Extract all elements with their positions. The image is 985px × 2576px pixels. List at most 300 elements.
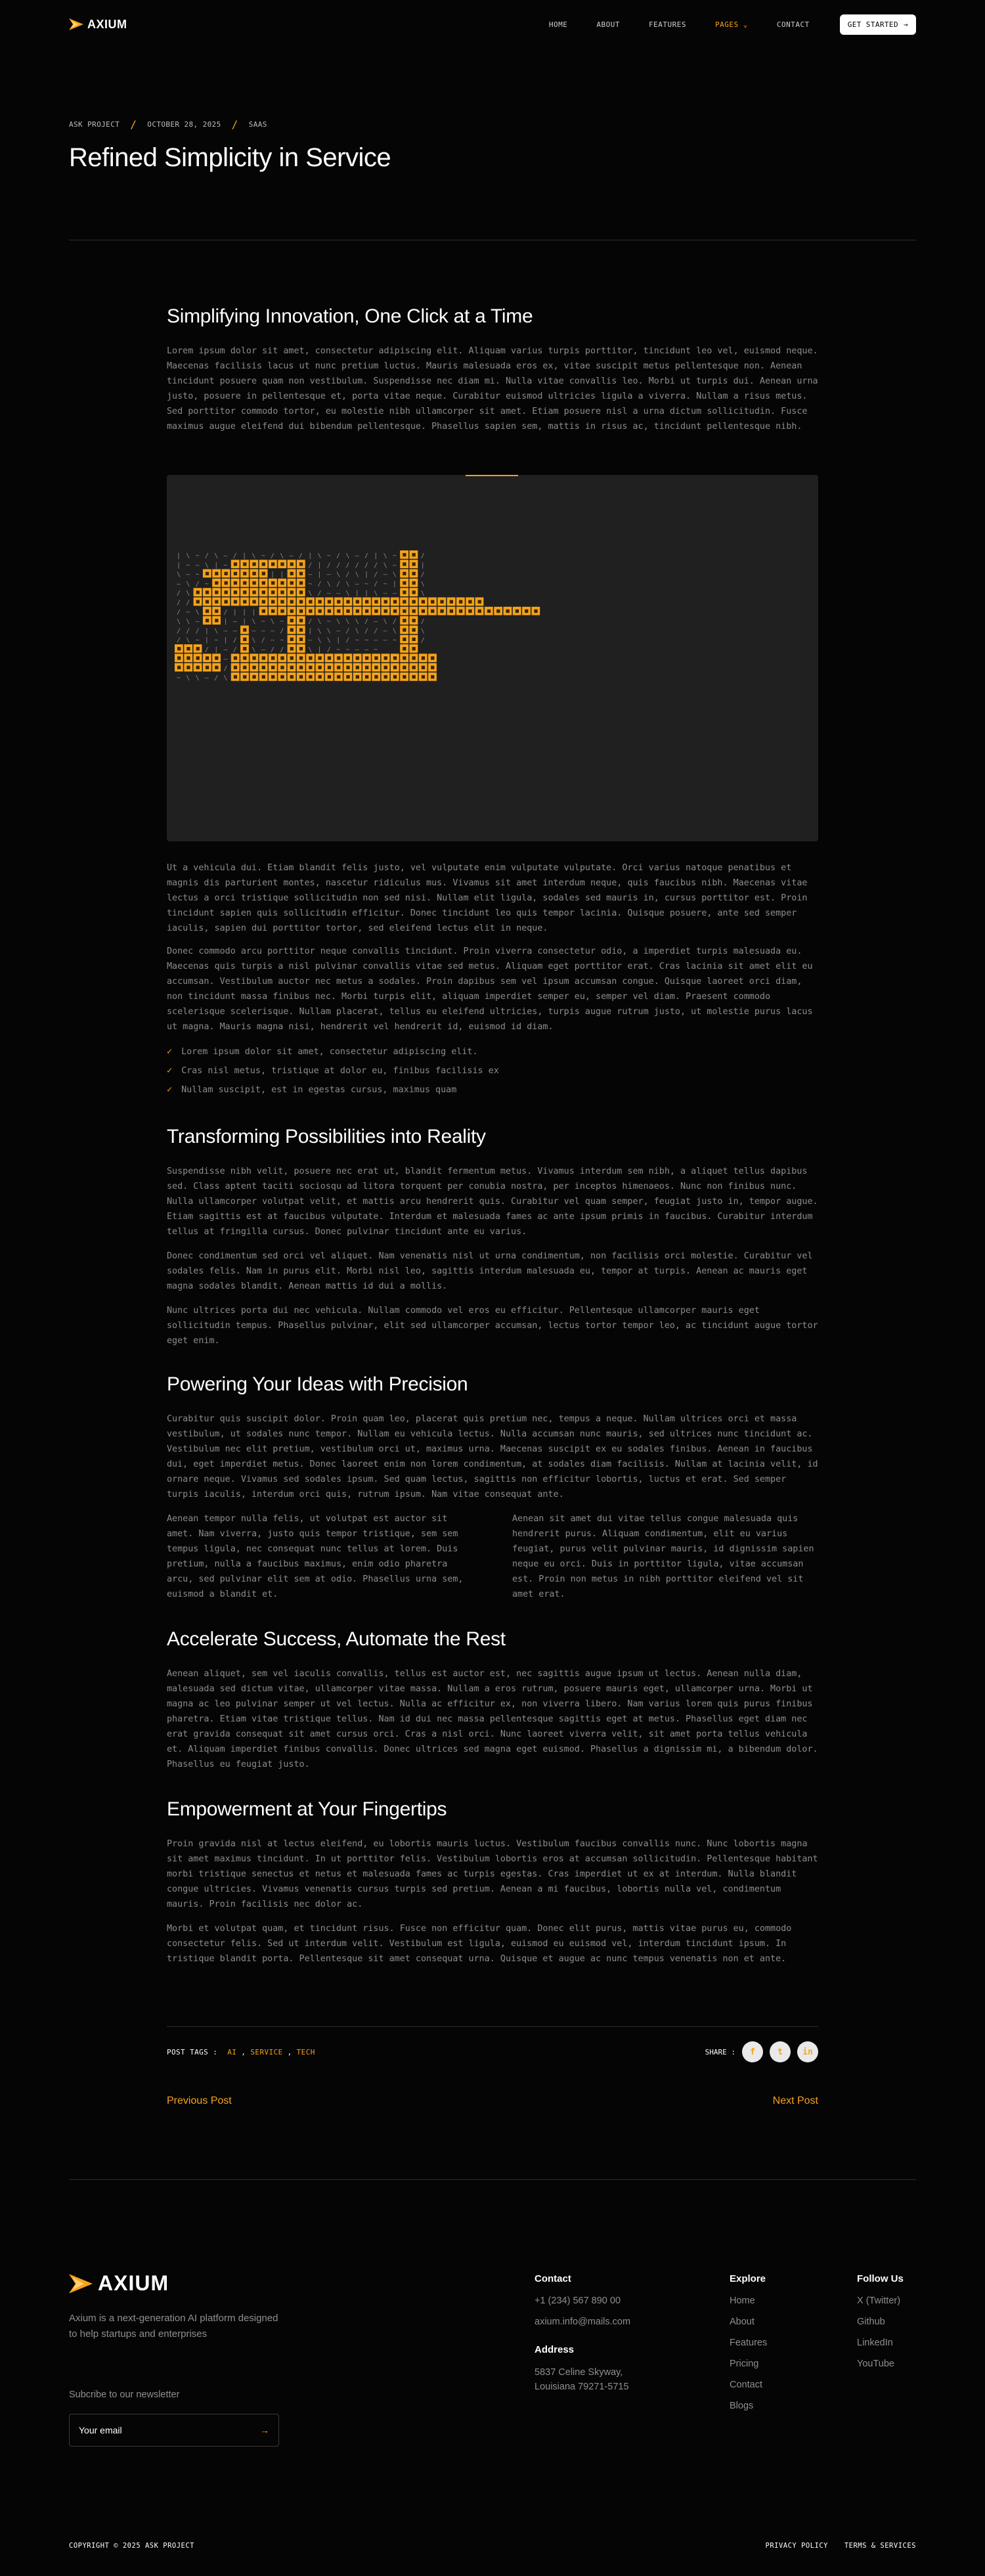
pixel-block-inner (299, 647, 303, 650)
footer-link-home[interactable]: Home (730, 2296, 755, 2306)
paragraph: Suspendisse nibh velit, posuere nec erat ut, blandit fermentum metus. Vivamus interdum sem nibh, a aliquet tellus dapibus sed. Class aptent taciti sociosqu ad litora torquent per conubia nostra, per inceptos himenaeos. Nunc non finibus nunc. Nulla ullamcorper volutpat velit, et mattis arcu hendrerit quis. Curabitur vel quam semper, feugiat justo in, tempor augue. Etiam sagittis est at faucibus vulputate. Interdum et malesuada fames ac ante ipsum primis in faucibus. Curabitur interdum tellus at fringilla cursus. Donec pulvinar tincidunt ante eu varius. (167, 1166, 818, 1237)
pixel-block-inner (196, 600, 200, 604)
ascii-glyph: \ (420, 627, 425, 635)
ascii-glyph: / (223, 665, 228, 673)
ascii-glyph: — (355, 580, 359, 588)
pixel-block-inner (450, 600, 453, 604)
two-column-text (167, 1511, 818, 1602)
ascii-glyph: | (177, 552, 181, 560)
pixel-block-inner (234, 675, 237, 678)
check-icon: ✓ (167, 1085, 173, 1095)
pixel-block-inner (206, 666, 209, 669)
pixel-block-inner (309, 666, 312, 669)
ascii-glyph: | (317, 562, 322, 569)
paragraph: Ut a vehicula dui. Etiam blandit felis justo, vel vulputate enim vulputate vulputate. Orci varius natoque penatibus et magnis dis parturient montes, nascetur ridiculus mus. Vivamus sit amet interdum neque, quis faucibus nibh. Maecenas vitae lectus a orci tristique sollicitudin non sed nisi. Nullam elit ligula, sodales sed mauris in, cursus porttitor est. Proin tincidunt sapien quis sollicitudin efficitur. Donec tincidunt leo quis tempor lacinia. Quisque posuere, ante sed semper iaculis, sapien dui porttitor tortor, sed eleifend lectus elit in neque. (167, 863, 808, 933)
ascii-glyph: / (420, 552, 425, 560)
ascii-glyph: | (317, 571, 322, 579)
tags-label: POST TAGS : (167, 2047, 218, 2056)
ascii-glyph: ~ (280, 636, 284, 644)
pixel-block-inner (365, 675, 368, 678)
pixel-block-inner (440, 600, 443, 604)
pixel-block-inner (496, 610, 500, 613)
ascii-glyph: \ (214, 627, 219, 635)
ascii-glyph: | (392, 580, 397, 588)
ascii-glyph: \ (252, 646, 256, 654)
footer-tagline: Axium is a next-generation AI platform designed to help startups and enterprises (69, 2313, 278, 2340)
ascii-glyph: / (280, 627, 284, 635)
pixel-block-inner (234, 600, 237, 604)
pixel-block-inner (356, 666, 359, 669)
pixel-block-inner (243, 572, 246, 575)
pixel-block-inner (328, 675, 331, 678)
pixel-block-inner (534, 610, 537, 613)
pixel-block-inner (243, 666, 246, 669)
pixel-block-inner (346, 675, 349, 678)
pixel-block-inner (422, 675, 425, 678)
pixel-block-inner (412, 675, 416, 678)
pixel-block-inner (393, 600, 397, 604)
check-icon: ✓ (167, 1047, 173, 1057)
ascii-glyph: / (186, 599, 190, 607)
pixel-block-inner (506, 610, 510, 613)
ascii-glyph: / (280, 646, 284, 654)
ascii-glyph: \ (308, 646, 313, 654)
ascii-glyph: \ (317, 552, 322, 560)
pixel-block-inner (403, 638, 406, 641)
footer-link-pricing[interactable]: Pricing (730, 2359, 759, 2369)
privacy-policy-link[interactable]: PRIVACY POLICY (765, 2542, 829, 2550)
previous-post-link[interactable]: Previous Post (167, 2095, 232, 2106)
ascii-glyph: ~ (223, 562, 228, 569)
ascii-glyph: / (345, 627, 350, 635)
ascii-glyph: \ (355, 618, 359, 626)
pixel-block-inner (299, 572, 303, 575)
ascii-glyph: — (392, 590, 397, 598)
pixel-block-inner (487, 610, 491, 613)
ascii-glyph: — (355, 552, 359, 560)
pixel-block-inner (403, 581, 406, 585)
address-text: 5837 Celine Skyway, Louisiana 79271-5715 (535, 2367, 629, 2392)
paragraph: Donec commodo arcu porttitor neque convallis tincidunt. Proin viverra consectetur odio, a imperdiet turpis malesuada eu. Maecenas quis turpis a nisl pulvinar convallis vitae sed metus. Aliquam eget porttitor erat. Cras lacinia sit amet elit eu accumsan. Vestibulum auctor nec metus a sodales. Proin dapibus sem vel ipsum accumsan congue. Quisque laoreet orci diam, non tincidunt massa finibus nec. Morbi turpis elit, aliquam imperdiet semper eu, semper vel diam. Praesent commodo scelerisque scelerisque. Nullam placerat, tellus eu eleifend ultricies, turpis augue rutrum justo, ut molestie purus lacus ut magna. Mauris magna nisi, hendrerit vel hendrerit id, euismod id diam. (167, 946, 813, 1032)
nav-pages-label: PAGES (714, 20, 739, 29)
ascii-glyph: \ (308, 590, 313, 598)
footer-link-about[interactable]: About (730, 2317, 755, 2327)
contact-email[interactable]: axium.info@mails.com (535, 2317, 631, 2327)
list-item-text: Cras nisl metus, tristique at dolor eu, finibus facilisis ex (181, 1066, 499, 1076)
pixel-block-inner (262, 581, 265, 585)
ascii-glyph: / (420, 618, 425, 626)
pixel-block-inner (412, 619, 416, 622)
pixel-block-inner (243, 600, 246, 604)
pixel-block-inner (356, 675, 359, 678)
pixel-block-inner (356, 610, 359, 613)
pixel-block-inner (290, 647, 294, 650)
paragraph: Morbi et volutpat quam, et tincidunt risus. Fusce non efficitur quam. Donec elit purus, mattis vitae purus eu, commodo consectetur felis. Sed ut interdum velit. Vestibulum est ligula, euismod eu euismod vel, interdum tincidunt ipsum. In tristique blandit porta. Pellentesque sit amet consequat urna. Quisque et augue ac nunc tempus venenatis non et ante. (167, 1924, 792, 1964)
pixel-block-inner (299, 666, 303, 669)
ascii-glyph: / (326, 562, 331, 569)
facebook-icon[interactable]: f (742, 2041, 763, 2062)
pixel-block-inner (299, 600, 303, 604)
pixel-block-inner (225, 581, 228, 585)
twitter-icon[interactable]: t (770, 2041, 791, 2062)
contact-phone[interactable]: +1 (234) 567 890 00 (535, 2296, 621, 2306)
footer-link-blogs[interactable]: Blogs (730, 2401, 754, 2411)
pixel-block-inner (177, 647, 181, 650)
pixel-block-inner (271, 562, 274, 566)
pixel-block-inner (431, 656, 434, 659)
ascii-glyph: | (317, 646, 322, 654)
ascii-glyph: / (317, 580, 322, 588)
pixel-block-inner (412, 600, 416, 604)
ascii-glyph: / (364, 562, 369, 569)
pixel-block-inner (271, 600, 274, 604)
pixel-block-inner (318, 600, 322, 604)
pixel-block-inner (346, 600, 349, 604)
pixel-block-inner (243, 638, 246, 641)
ascii-glyph: ~ (195, 571, 200, 579)
ascii-glyph: / (317, 590, 322, 598)
address-heading: Address (535, 2344, 575, 2355)
social-link-linkedin[interactable]: LinkedIn (857, 2338, 893, 2348)
pixel-block-inner (234, 656, 237, 659)
tag-separator: , (236, 2047, 251, 2056)
ascii-glyph: — (223, 552, 228, 560)
pixel-block-inner (309, 600, 312, 604)
ascii-glyph: / (355, 562, 359, 569)
pixel-block-inner (225, 600, 228, 604)
pixel-block-inner (525, 610, 528, 613)
pixel-block-inner (215, 656, 218, 659)
post-tags (167, 2048, 315, 2056)
ascii-glyph: / (345, 562, 350, 569)
social-link-youtube[interactable]: YouTube (857, 2359, 894, 2369)
social-link-x[interactable]: X (Twitter) (857, 2296, 901, 2306)
pixel-block-inner (252, 600, 255, 604)
ascii-glyph: — (383, 590, 387, 598)
pixel-block-inner (234, 572, 237, 575)
pixel-block-inner (262, 572, 265, 575)
pixel-block-inner (271, 610, 274, 613)
pixel-block-inner (225, 590, 228, 594)
nav-features[interactable]: FEATURES (649, 20, 686, 29)
footer-link-contact[interactable]: Contact (730, 2380, 762, 2390)
pixel-block-inner (422, 610, 425, 613)
copyright: COPYRIGHT © 2025 ASK PROJECT (69, 2542, 195, 2550)
paragraph: Aenean aliquet, sem vel iaculis convallis, tellus est auctor est, nec sagittis augue ipsum ut lectus. Aenean nulla diam, malesuada sed dictum vitae, ullamcorper vitae massa. Nullam a eros rutrum, posuere mauris eget, ullamcorper urna. Morbi ut magna ac leo pulvinar semper ut vel lectus. Nulla ac efficitur ex, non viverra libero. Nam varius lorem quis purus finibus pharetra. Etiam vitae tristique tellus. Nam id dui nec massa pellentesque sagittis eget at metus. Phasellus eget diam nec erat gravida consequat sit amet cursus orci. Cras a nisl orci. Nunc laoreet viverra velit, sit amet porta tellus vehicula et. Aliquam imperdiet finibus convallis. Donec ultrices sed magna eget euismod. Phasellus a dignissim mi, a bibendum dolor. Phasellus eu feugiat justo. (167, 1669, 818, 1769)
ascii-glyph: \ (383, 552, 387, 560)
ascii-glyph: | (364, 571, 369, 579)
ascii-glyph: ~ (326, 552, 331, 560)
ascii-glyph: — (195, 618, 200, 626)
pixel-block-inner (337, 666, 340, 669)
tag-separator: , (282, 2047, 297, 2056)
meta-category[interactable]: SAAS (248, 120, 267, 129)
ascii-glyph: ~ (374, 646, 378, 654)
pixel-block-inner (299, 581, 303, 585)
ascii-glyph: / (271, 552, 275, 560)
ascii-glyph: ~ (345, 646, 350, 654)
get-started-label: GET STARTED (847, 20, 898, 29)
pixel-block-inner (177, 656, 181, 659)
pixel-block-inner (262, 590, 265, 594)
pixel-block-inner (346, 610, 349, 613)
pixel-block-inner (318, 675, 322, 678)
ascii-glyph: / (336, 552, 341, 560)
ascii-glyph: \ (355, 627, 359, 635)
nav-about[interactable]: ABOUT (596, 20, 620, 29)
pixel-block-inner (271, 656, 274, 659)
ascii-glyph: / (308, 562, 313, 569)
pixel-block-inner (515, 610, 519, 613)
ascii-glyph: | (271, 571, 275, 579)
pixel-block-inner (374, 656, 378, 659)
slash-divider: / (231, 118, 238, 131)
ascii-glyph: \ (204, 562, 209, 569)
pixel-block-inner (309, 610, 312, 613)
paragraph: Curabitur quis suscipit dolor. Proin quam leo, placerat quis pretium nec, tempus a neque. Nullam ultrices orci et massa vestibulum, ut sodales nunc tempor. Nullam eu vehicula lectus. Nulla accumsan nunc mauris, sed ultrices nunc tincidunt ac. Vestibulum nec elit pretium, vestibulum orci ut, maximus urna. Maecenas suscipit ex eu sodales finibus. Aenean in faucibus dui, eget imperdiet metus. Donec laoreet enim non lorem condimentum, at sodales diam facilisis. Nullam at lacinia velit, id ornare neque. Vivamus sed sodales ipsum. Sed quam lectus, sagittis non efficitur lobortis, luctus et erat. Sed semper turpis iaculis, interdum orci quis, rutrum ipsum. Nam vitae consequat ante. (167, 1414, 818, 1499)
newsletter-label: Subcribe to our newsletter (69, 2389, 180, 2400)
brand-name: AXIUM (87, 17, 127, 31)
next-post-link[interactable]: Next Post (772, 2095, 818, 2106)
share-label: SHARE : (705, 2047, 735, 2056)
pixel-block-inner (252, 666, 255, 669)
pixel-block-inner (412, 553, 416, 556)
ascii-glyph: | (242, 608, 247, 616)
ascii-glyph: / (214, 674, 219, 682)
ascii-glyph: — (177, 580, 181, 588)
pixel-block-inner (431, 600, 434, 604)
ascii-glyph: \ (317, 618, 322, 626)
explore-heading: Explore (730, 2273, 766, 2284)
pixel-block-inner (365, 610, 368, 613)
pixel-block-inner (403, 600, 406, 604)
pixel-block-inner (196, 666, 200, 669)
ascii-glyph: / (195, 627, 200, 635)
nav-pages[interactable] (715, 20, 748, 29)
pixel-block-inner (337, 656, 340, 659)
ascii-glyph: — (223, 646, 228, 654)
section-title: Empowerment at Your Fingertips (167, 1798, 447, 1820)
brand-logo[interactable] (69, 18, 127, 32)
paragraph: Nunc ultrices porta dui nec vehicula. Nullam commodo vel eros eu efficitur. Pellentesque ullamcorper mauris eget sollicitudin tempus. Phasellus pulvinar, elit sed ullamcorper accumsan, lectus tortor tempor leo, ac tincidunt augue tortor eget enim. (167, 1306, 818, 1346)
tag-link[interactable]: AI (227, 2047, 237, 2056)
pixel-block-inner (206, 600, 209, 604)
pixel-block-inner (262, 666, 265, 669)
pixel-block-inner (271, 581, 274, 585)
pixel-block-inner (403, 619, 406, 622)
terms-link[interactable]: TERMS & SERVICES (844, 2542, 916, 2550)
meta-author[interactable]: ASK PROJECT (69, 120, 120, 129)
pixel-block-inner (468, 600, 471, 604)
ascii-glyph: ~ (383, 580, 387, 588)
meta-date: OCTOBER 28, 2025 (147, 120, 221, 129)
pixel-block-inner (243, 675, 246, 678)
pixel-block-inner (468, 610, 471, 613)
pixel-block-inner (252, 656, 255, 659)
ascii-glyph: — (364, 646, 369, 654)
pixel-block-inner (412, 647, 416, 650)
divider (69, 2179, 916, 2180)
ascii-glyph: — (326, 590, 331, 598)
ascii-glyph: \ (223, 674, 228, 682)
pixel-block-inner (422, 600, 425, 604)
ascii-glyph: / (232, 636, 237, 644)
pixel-block-inner (215, 666, 218, 669)
ascii-glyph: | (223, 618, 228, 626)
ascii-glyph: / (345, 571, 350, 579)
pixel-block-inner (412, 610, 416, 613)
ascii-glyph: / (374, 627, 378, 635)
pixel-block-inner (186, 656, 190, 659)
ascii-glyph: / (232, 552, 237, 560)
pixel-block-inner (271, 666, 274, 669)
pixel-block-inner (215, 581, 218, 585)
ascii-glyph: \ (271, 618, 275, 626)
pixel-block-inner (459, 610, 462, 613)
ascii-glyph: \ (326, 627, 331, 635)
ascii-glyph: — (308, 571, 313, 579)
contact-heading: Contact (535, 2273, 571, 2284)
arrow-right-icon: → (903, 20, 908, 29)
ascii-glyph: \ (186, 580, 190, 588)
ascii-glyph: \ (252, 552, 256, 560)
pixel-block-inner (393, 675, 397, 678)
pixel-block-inner (290, 590, 294, 594)
ascii-glyph: — (195, 562, 200, 569)
ascii-glyph: | (204, 627, 209, 635)
ascii-glyph: / (336, 562, 341, 569)
arrow-right-icon[interactable]: → (260, 2425, 269, 2435)
ascii-glyph: | (177, 562, 181, 569)
ascii-glyph: \ (336, 571, 341, 579)
ascii-glyph: \ (420, 590, 425, 598)
pixel-block-inner (215, 572, 218, 575)
ascii-glyph: / (308, 618, 313, 626)
ascii-glyph: \ (345, 618, 350, 626)
ascii-glyph: / (195, 580, 200, 588)
nav-home[interactable]: HOME (548, 20, 568, 29)
pixel-block-inner (403, 675, 406, 678)
pixel-block-inner (384, 675, 387, 678)
pixel-block-inner (299, 638, 303, 641)
pixel-block-inner (299, 656, 303, 659)
pixel-block-inner (215, 600, 218, 604)
article-body (167, 305, 818, 434)
pixel-block-inner (422, 656, 425, 659)
pixel-block-inner (365, 600, 368, 604)
pixel-block-inner (440, 610, 443, 613)
ascii-glyph: / (345, 636, 350, 644)
slash-divider: / (130, 118, 137, 131)
pixel-block-inner (374, 600, 378, 604)
pixel-block-inner (478, 600, 481, 604)
pixel-block-inner (186, 666, 190, 669)
footer-link-features[interactable]: Features (730, 2338, 768, 2348)
pixel-block-inner (337, 610, 340, 613)
ascii-glyph: — (223, 655, 228, 663)
pixel-block-inner (243, 647, 246, 650)
pixel-block-inner (271, 590, 274, 594)
pixel-block-inner (328, 656, 331, 659)
newsletter-email-input[interactable] (69, 2414, 279, 2447)
pixel-block-inner (337, 675, 340, 678)
pixel-block-inner (309, 656, 312, 659)
ascii-glyph: | (232, 608, 237, 616)
ascii-glyph: — (204, 674, 209, 682)
section-title: Accelerate Success, Automate the Rest (167, 1628, 506, 1650)
pixel-block-inner (365, 656, 368, 659)
pixel-block-inner (177, 666, 181, 669)
pixel-block-inner (403, 590, 406, 594)
pixel-block-inner (403, 628, 406, 631)
ascii-glyph: \ (345, 552, 350, 560)
ascii-glyph: / (364, 552, 369, 560)
pixel-block-inner (299, 675, 303, 678)
pixel-block-inner (403, 610, 406, 613)
pixel-block-inner (252, 675, 255, 678)
ascii-glyph: | (308, 627, 313, 635)
ascii-glyph: / (232, 646, 237, 654)
pixel-block-inner (412, 656, 416, 659)
ascii-glyph: \ (177, 571, 181, 579)
pixel-block-inner (280, 675, 284, 678)
ascii-glyph: / (298, 552, 303, 560)
pixel-block-inner (252, 590, 255, 594)
share-bar (705, 2041, 818, 2062)
footer-logo[interactable] (69, 2271, 169, 2296)
ascii-glyph: \ (186, 590, 190, 598)
ascii-glyph: \ (252, 636, 256, 644)
pixel-block-inner (280, 656, 284, 659)
nav-contact[interactable]: CONTACT (776, 20, 810, 29)
footer-bottom-bar (69, 2542, 916, 2550)
ascii-glyph: ~ (392, 552, 397, 560)
ascii-glyph: / (177, 599, 181, 607)
pixel-block-inner (318, 666, 322, 669)
pixel-block-inner (243, 581, 246, 585)
ascii-glyph: ~ (261, 552, 265, 560)
pixel-block-inner (299, 619, 303, 622)
ascii-glyph: / (177, 608, 181, 616)
pixel-block-inner (431, 610, 434, 613)
ascii-glyph: — (392, 562, 397, 569)
pixel-block-inner (478, 610, 481, 613)
post-meta (69, 118, 267, 131)
section-title: Simplifying Innovation, One Click at a Time (167, 305, 533, 327)
social-link-github[interactable]: Github (857, 2317, 885, 2327)
get-started-button[interactable] (840, 14, 916, 35)
pixel-block-inner (318, 610, 322, 613)
paragraph: Donec condimentum sed orci vel aliquet. Nam venenatis nisl ut urna condimentum, non facilisis orci molestie. Curabitur vel sodales felis. Nam in purus elit. Morbi nisl leo, sagittis interdum malesuada eu, tempor at turpis. Aenean ac mauris eget magna sodales blandit. Aenean mattis id dui a mollis. (167, 1251, 813, 1291)
linkedin-icon[interactable]: in (797, 2041, 818, 2062)
ascii-glyph: ~ (186, 562, 190, 569)
pixel-block-inner (290, 675, 294, 678)
ascii-glyph: \ (326, 636, 331, 644)
pixel-block-inner (280, 600, 284, 604)
pixel-block-inner (262, 675, 265, 678)
article-body-2 (167, 860, 818, 1966)
pixel-block-inner (356, 600, 359, 604)
ascii-glyph: — (232, 618, 237, 626)
ascii-glyph: | (336, 636, 341, 644)
ascii-glyph: \ (317, 627, 322, 635)
pixel-block-inner (412, 572, 416, 575)
tag-link[interactable]: TECH (296, 2047, 315, 2056)
tag-link[interactable]: SERVICE (250, 2047, 283, 2056)
ascii-glyph: \ (383, 618, 387, 626)
pixel-block-inner (196, 647, 200, 650)
pixel-block-inner (252, 581, 255, 585)
